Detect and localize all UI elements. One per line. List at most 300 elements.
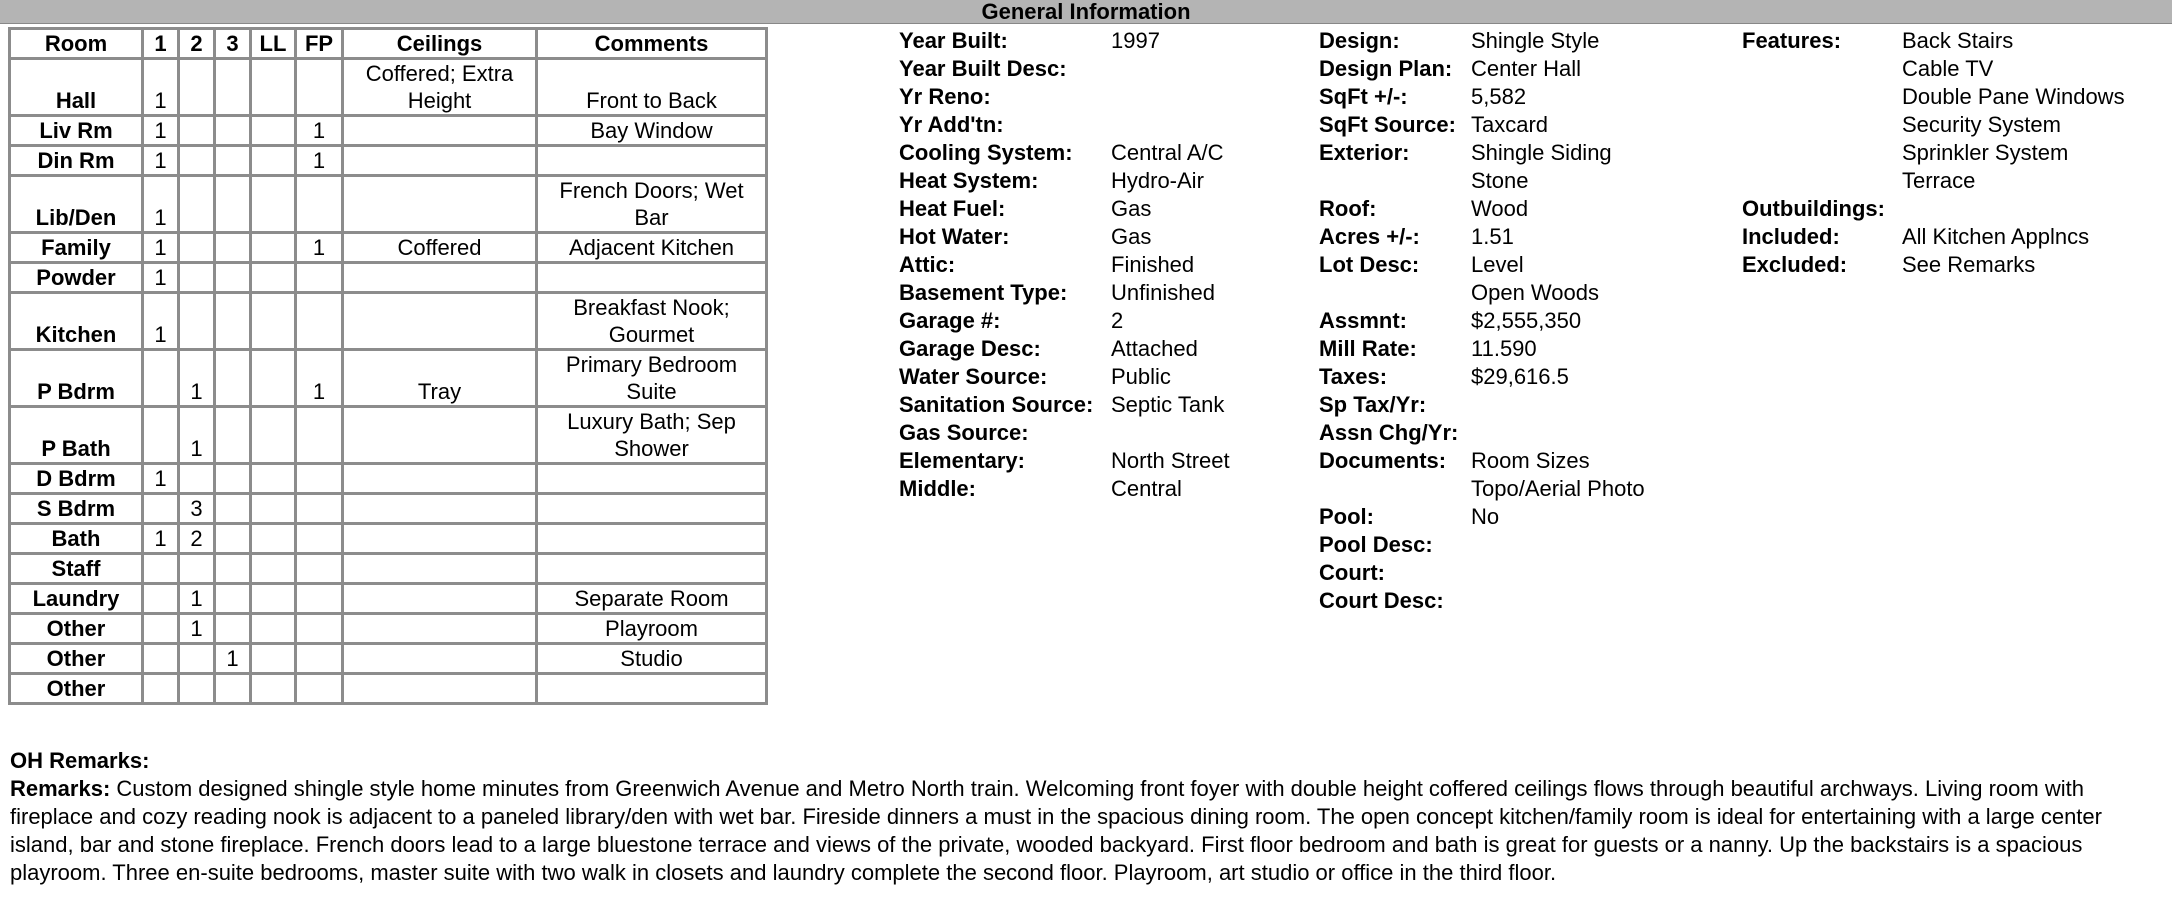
table-row — [10, 407, 767, 464]
detail-row — [1742, 251, 2125, 279]
detail-row — [899, 223, 1230, 251]
table-cell — [343, 464, 537, 494]
detail-label: Acres +/-: — [1319, 224, 1420, 249]
table-cell — [537, 146, 767, 176]
table-cell: 1 — [179, 350, 215, 407]
detail-value: Wood — [1471, 196, 1529, 221]
rooms-header-row — [10, 29, 767, 59]
table-row — [10, 644, 767, 674]
detail-row — [1319, 111, 1645, 139]
detail-row — [1319, 83, 1645, 111]
detail-label: Garage Desc: — [899, 336, 1041, 361]
table-cell — [215, 146, 251, 176]
room-name-cell: Kitchen — [10, 293, 143, 350]
detail-value: Central A/C — [1111, 140, 1224, 165]
table-cell: Separate Room — [537, 584, 767, 614]
detail-label: Lot Desc: — [1319, 252, 1420, 277]
detail-label: Heat System: — [899, 168, 1039, 193]
table-cell: Coffered — [343, 233, 537, 263]
details-column-features — [1742, 27, 2125, 279]
table-cell — [251, 407, 296, 464]
detail-label: Elementary: — [899, 448, 1025, 473]
rooms-column-header: 3 — [215, 29, 251, 59]
table-cell — [179, 263, 215, 293]
detail-value: Unfinished — [1111, 280, 1215, 305]
room-name-cell: P Bdrm — [10, 350, 143, 407]
table-cell — [143, 614, 179, 644]
table-cell — [251, 146, 296, 176]
detail-value: North Street — [1111, 448, 1230, 473]
table-cell — [251, 584, 296, 614]
detail-value: Double Pane Windows — [1902, 84, 2125, 109]
detail-value: Public — [1111, 364, 1171, 389]
room-name-cell: P Bath — [10, 407, 143, 464]
room-name-cell: Bath — [10, 524, 143, 554]
detail-row — [899, 363, 1230, 391]
detail-value: Finished — [1111, 252, 1195, 277]
detail-label: Attic: — [899, 252, 956, 277]
detail-label: Year Built: — [899, 28, 1008, 53]
table-cell: French Doors; Wet Bar — [537, 176, 767, 233]
table-cell — [215, 464, 251, 494]
room-name-cell: Other — [10, 674, 143, 704]
room-name-cell: D Bdrm — [10, 464, 143, 494]
detail-label: SqFt +/-: — [1319, 84, 1408, 109]
table-row — [10, 494, 767, 524]
detail-value: Level — [1471, 252, 1524, 277]
details-column-property — [1319, 27, 1645, 615]
table-cell — [215, 263, 251, 293]
table-cell — [179, 176, 215, 233]
detail-row — [1319, 195, 1645, 223]
detail-row — [1319, 167, 1645, 195]
detail-label: Yr Add'tn: — [899, 112, 1004, 137]
detail-value: Security System — [1902, 112, 2061, 137]
table-cell — [179, 116, 215, 146]
room-name-cell: Other — [10, 614, 143, 644]
detail-row — [899, 55, 1230, 83]
table-cell — [143, 407, 179, 464]
room-name-cell: Hall — [10, 59, 143, 116]
table-cell — [343, 524, 537, 554]
detail-value: Topo/Aerial Photo — [1471, 476, 1645, 501]
detail-value: Stone — [1471, 168, 1529, 193]
table-cell — [251, 554, 296, 584]
detail-row — [1742, 195, 2125, 223]
table-cell: 1 — [143, 293, 179, 350]
table-cell — [251, 464, 296, 494]
table-cell: 1 — [143, 524, 179, 554]
detail-label: Court: — [1319, 560, 1385, 585]
table-cell — [296, 584, 343, 614]
table-cell: Breakfast Nook; Gourmet — [537, 293, 767, 350]
rooms-column-header: Room — [10, 29, 143, 59]
detail-row — [899, 475, 1230, 503]
table-cell: 3 — [179, 494, 215, 524]
table-cell — [143, 494, 179, 524]
table-cell — [179, 59, 215, 116]
table-row — [10, 614, 767, 644]
rooms-column-header: FP — [296, 29, 343, 59]
detail-row — [1742, 139, 2125, 167]
rooms-table — [8, 27, 768, 705]
table-cell: 1 — [215, 644, 251, 674]
table-row — [10, 59, 767, 116]
remarks-label: Remarks: — [10, 776, 111, 801]
detail-label — [1319, 475, 1471, 503]
table-cell — [215, 494, 251, 524]
table-cell — [251, 494, 296, 524]
table-cell — [143, 584, 179, 614]
table-cell — [215, 584, 251, 614]
table-cell: 1 — [143, 176, 179, 233]
remarks-text: Custom designed shingle style home minutes from Greenwich Avenue and Metro North train. Welcoming front foyer with double height coffered ceilings flows through beautiful archways. Living room with fireplace and cozy reading nook is adjacent to a paneled library/den with wet bar. Fireside dinners a must in the spacious dining room. The open concept kitchen/family room is ideal for entertaining with a large center island, bar and stone fireplace. French doors lead to a large bluestone terrace and views of the private, wooded backyard. First floor bedroom and bath is great for guests or a nanny. Up the backstairs is a spacious playroom. Three en-suite bedrooms, master suite with two walk in closets and laundry complete the second floor. Playroom, art studio or office in the third floor. — [10, 776, 2102, 885]
table-cell — [215, 554, 251, 584]
table-cell — [537, 494, 767, 524]
table-cell — [343, 293, 537, 350]
detail-row — [899, 391, 1230, 419]
table-cell: Playroom — [537, 614, 767, 644]
detail-row — [899, 251, 1230, 279]
detail-label: Included: — [1742, 224, 1840, 249]
detail-value: Room Sizes — [1471, 448, 1590, 473]
detail-row — [1742, 167, 2125, 195]
table-row — [10, 263, 767, 293]
detail-row — [1319, 55, 1645, 83]
detail-row — [899, 335, 1230, 363]
table-cell — [296, 293, 343, 350]
detail-label: Pool Desc: — [1319, 532, 1433, 557]
table-cell — [215, 293, 251, 350]
detail-label — [1319, 167, 1471, 195]
room-name-cell: S Bdrm — [10, 494, 143, 524]
detail-row — [899, 307, 1230, 335]
table-cell — [215, 614, 251, 644]
table-row — [10, 233, 767, 263]
detail-label — [1319, 279, 1471, 307]
detail-label: Basement Type: — [899, 280, 1068, 305]
table-cell: 1 — [143, 263, 179, 293]
detail-row — [1319, 503, 1645, 531]
detail-label: Court Desc: — [1319, 588, 1444, 613]
detail-label: Assn Chg/Yr: — [1319, 420, 1459, 445]
table-row — [10, 674, 767, 704]
table-cell — [343, 176, 537, 233]
table-cell — [296, 263, 343, 293]
detail-value: Hydro-Air — [1111, 168, 1204, 193]
table-cell: 1 — [143, 464, 179, 494]
table-cell — [296, 464, 343, 494]
detail-value: Terrace — [1902, 168, 1976, 193]
table-row — [10, 350, 767, 407]
table-cell — [215, 674, 251, 704]
table-row — [10, 524, 767, 554]
detail-row — [899, 195, 1230, 223]
detail-label: Design: — [1319, 28, 1400, 53]
table-cell — [537, 674, 767, 704]
table-cell: Tray — [343, 350, 537, 407]
detail-row — [1319, 335, 1645, 363]
table-cell — [143, 674, 179, 704]
room-name-cell: Laundry — [10, 584, 143, 614]
detail-value: Central — [1111, 476, 1182, 501]
table-cell: 1 — [296, 116, 343, 146]
detail-label: Roof: — [1319, 196, 1377, 221]
table-cell: Luxury Bath; Sep Shower — [537, 407, 767, 464]
table-cell — [179, 554, 215, 584]
table-cell: 1 — [296, 233, 343, 263]
table-cell — [296, 407, 343, 464]
table-row — [10, 146, 767, 176]
detail-row — [899, 279, 1230, 307]
table-cell — [343, 674, 537, 704]
room-name-cell: Lib/Den — [10, 176, 143, 233]
detail-value: Back Stairs — [1902, 28, 2014, 53]
table-cell: 1 — [143, 59, 179, 116]
detail-row — [1742, 223, 2125, 251]
table-cell — [251, 233, 296, 263]
rooms-column-header: Ceilings — [343, 29, 537, 59]
oh-remarks-label: OH Remarks: — [10, 748, 150, 773]
detail-row — [899, 27, 1230, 55]
detail-label: Design Plan: — [1319, 56, 1453, 81]
room-name-cell: Din Rm — [10, 146, 143, 176]
detail-label: Outbuildings: — [1742, 196, 1885, 221]
detail-row — [1319, 531, 1645, 559]
detail-label: Mill Rate: — [1319, 336, 1417, 361]
detail-row — [1742, 83, 2125, 111]
detail-label — [1742, 139, 1902, 167]
table-cell — [537, 464, 767, 494]
detail-value: Gas — [1111, 224, 1152, 249]
table-cell: 1 — [143, 116, 179, 146]
detail-row — [1319, 363, 1645, 391]
detail-row — [899, 139, 1230, 167]
detail-label: Yr Reno: — [899, 84, 991, 109]
detail-value: Sprinkler System — [1902, 140, 2069, 165]
table-cell — [296, 554, 343, 584]
detail-row — [899, 167, 1230, 195]
detail-row — [1319, 279, 1645, 307]
table-cell — [215, 350, 251, 407]
rooms-column-header: LL — [251, 29, 296, 59]
table-row — [10, 116, 767, 146]
table-cell — [537, 554, 767, 584]
detail-value: Shingle Siding — [1471, 140, 1612, 165]
detail-row — [1319, 251, 1645, 279]
detail-value: 11.590 — [1471, 336, 1537, 361]
table-cell — [143, 644, 179, 674]
table-row — [10, 176, 767, 233]
table-cell — [251, 674, 296, 704]
detail-label: Garage #: — [899, 308, 1001, 333]
table-cell — [251, 524, 296, 554]
table-cell — [251, 293, 296, 350]
detail-row — [1742, 55, 2125, 83]
detail-row — [1319, 419, 1645, 447]
detail-row — [899, 83, 1230, 111]
table-cell: 1 — [143, 233, 179, 263]
table-cell: Front to Back — [537, 59, 767, 116]
detail-value: 1.51 — [1471, 224, 1514, 249]
table-cell: 1 — [179, 614, 215, 644]
table-cell — [179, 464, 215, 494]
room-name-cell: Liv Rm — [10, 116, 143, 146]
table-cell — [343, 494, 537, 524]
table-cell — [251, 350, 296, 407]
detail-label: Middle: — [899, 476, 976, 501]
table-cell — [215, 59, 251, 116]
table-row — [10, 554, 767, 584]
table-cell: Bay Window — [537, 116, 767, 146]
table-cell: 1 — [143, 146, 179, 176]
detail-value: See Remarks — [1902, 252, 2036, 277]
detail-row — [1319, 307, 1645, 335]
detail-label — [1742, 55, 1902, 83]
table-row — [10, 464, 767, 494]
table-cell: 1 — [296, 350, 343, 407]
detail-value: Open Woods — [1471, 280, 1600, 305]
detail-label: Pool: — [1319, 504, 1374, 529]
detail-value: All Kitchen Applncs — [1902, 224, 2090, 249]
detail-row — [1319, 475, 1645, 503]
rooms-column-header: 2 — [179, 29, 215, 59]
table-cell — [296, 59, 343, 116]
detail-row — [1742, 27, 2125, 55]
detail-row — [1319, 391, 1645, 419]
details-column-systems — [899, 27, 1230, 503]
room-name-cell: Staff — [10, 554, 143, 584]
detail-value: No — [1471, 504, 1500, 529]
detail-value: 1997 — [1111, 28, 1160, 53]
detail-value: Center Hall — [1471, 56, 1582, 81]
detail-value: $2,555,350 — [1471, 308, 1582, 333]
detail-label: Exterior: — [1319, 140, 1410, 165]
table-cell — [343, 407, 537, 464]
table-cell — [179, 233, 215, 263]
detail-row — [1319, 223, 1645, 251]
table-cell: 1 — [296, 146, 343, 176]
table-cell — [215, 407, 251, 464]
rooms-column-header: Comments — [537, 29, 767, 59]
table-row — [10, 293, 767, 350]
table-cell — [343, 116, 537, 146]
table-cell — [537, 263, 767, 293]
detail-label: Assmnt: — [1319, 308, 1408, 333]
detail-value: $29,616.5 — [1471, 364, 1569, 389]
table-cell — [296, 494, 343, 524]
table-cell — [296, 674, 343, 704]
table-cell — [296, 614, 343, 644]
detail-row — [899, 111, 1230, 139]
detail-label: Year Built Desc: — [899, 56, 1067, 81]
table-cell: Studio — [537, 644, 767, 674]
table-cell — [215, 176, 251, 233]
table-cell — [296, 644, 343, 674]
table-cell — [296, 176, 343, 233]
table-cell — [343, 644, 537, 674]
table-cell — [215, 116, 251, 146]
table-cell — [343, 614, 537, 644]
table-cell — [343, 146, 537, 176]
detail-label — [1742, 111, 1902, 139]
remarks-section — [10, 747, 2165, 887]
detail-label: Heat Fuel: — [899, 196, 1006, 221]
detail-label: Features: — [1742, 28, 1842, 53]
table-cell: Adjacent Kitchen — [537, 233, 767, 263]
table-cell — [251, 614, 296, 644]
room-name-cell: Other — [10, 644, 143, 674]
table-cell — [251, 263, 296, 293]
table-cell — [251, 59, 296, 116]
detail-value: Gas — [1111, 196, 1152, 221]
detail-label — [1742, 83, 1902, 111]
table-cell — [179, 146, 215, 176]
table-cell — [215, 233, 251, 263]
table-cell: Primary Bedroom Suite — [537, 350, 767, 407]
detail-row — [1319, 587, 1645, 615]
detail-label: Sp Tax/Yr: — [1319, 392, 1427, 417]
detail-value: Cable TV — [1902, 56, 1994, 81]
detail-label: Excluded: — [1742, 252, 1848, 277]
table-cell — [251, 176, 296, 233]
table-cell — [251, 116, 296, 146]
table-row — [10, 584, 767, 614]
detail-row — [1319, 559, 1645, 587]
detail-value: 2 — [1111, 308, 1124, 333]
table-cell — [143, 350, 179, 407]
table-cell — [179, 674, 215, 704]
room-name-cell: Family — [10, 233, 143, 263]
table-cell: Coffered; Extra Height — [343, 59, 537, 116]
detail-row — [899, 447, 1230, 475]
detail-row — [899, 419, 1230, 447]
table-cell — [537, 524, 767, 554]
table-cell: 1 — [179, 407, 215, 464]
detail-value: Attached — [1111, 336, 1198, 361]
room-name-cell: Powder — [10, 263, 143, 293]
detail-value: Septic Tank — [1111, 392, 1225, 417]
detail-value: Taxcard — [1471, 112, 1549, 137]
detail-label: SqFt Source: — [1319, 112, 1456, 137]
table-cell: 2 — [179, 524, 215, 554]
table-cell — [143, 554, 179, 584]
detail-label: Water Source: — [899, 364, 1048, 389]
table-cell — [343, 263, 537, 293]
table-cell — [179, 644, 215, 674]
detail-row — [1319, 447, 1645, 475]
detail-value: Shingle Style — [1471, 28, 1600, 53]
detail-row — [1319, 27, 1645, 55]
rooms-column-header: 1 — [143, 29, 179, 59]
table-cell: 1 — [179, 584, 215, 614]
table-cell — [343, 584, 537, 614]
detail-row — [1742, 111, 2125, 139]
remarks-paragraph — [10, 775, 2165, 887]
detail-row — [1319, 139, 1645, 167]
table-cell — [179, 293, 215, 350]
detail-label: Documents: — [1319, 448, 1447, 473]
detail-value: 5,582 — [1471, 84, 1527, 109]
detail-label: Sanitation Source: — [899, 392, 1094, 417]
detail-label: Gas Source: — [899, 420, 1029, 445]
detail-label: Cooling System: — [899, 140, 1073, 165]
table-cell — [296, 524, 343, 554]
table-cell — [251, 644, 296, 674]
table-cell — [343, 554, 537, 584]
detail-label — [1742, 167, 1902, 195]
section-header: General Information — [0, 0, 2172, 24]
